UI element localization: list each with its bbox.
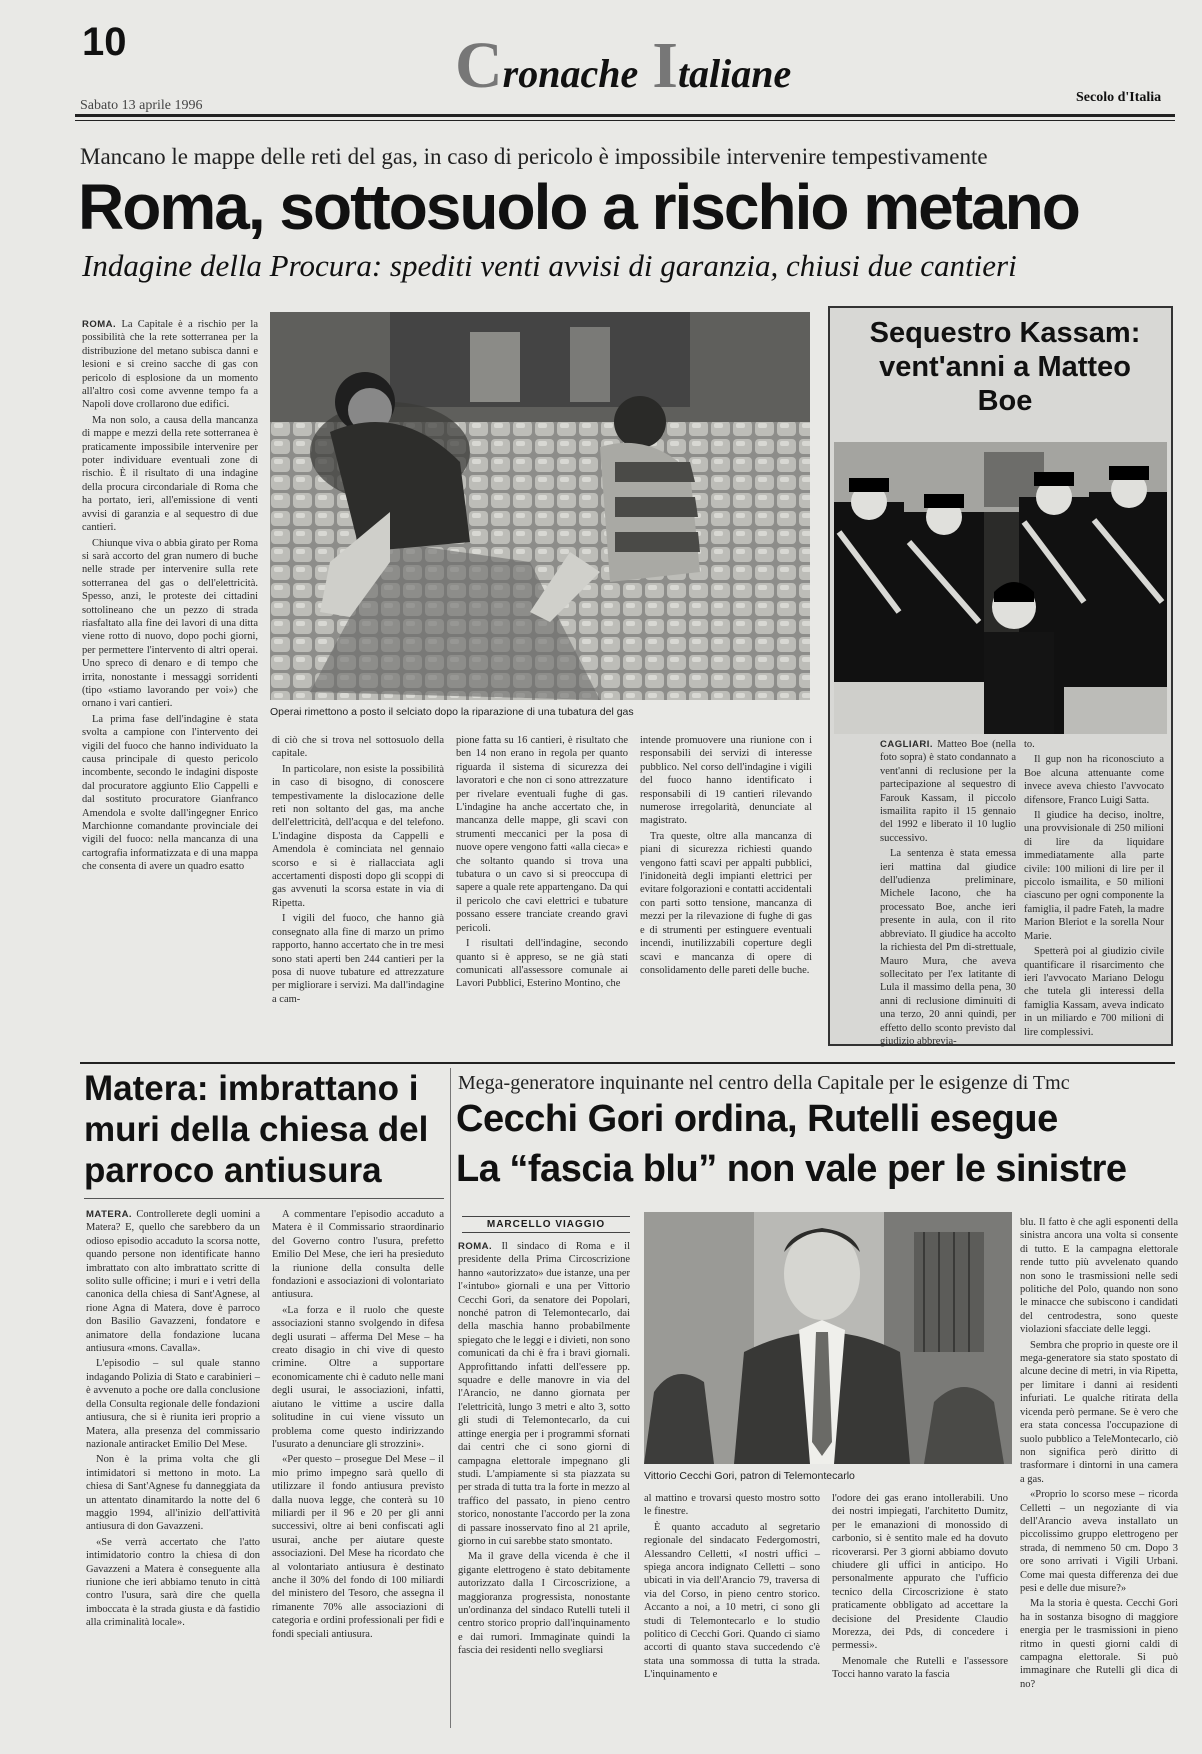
main-dateline: ROMA. (82, 319, 117, 330)
cecchi-byline: MARCELLO VIAGGIO (462, 1216, 630, 1233)
main-headline: Roma, sottosuolo a rischio metano (78, 171, 1079, 243)
cecchi-col3 (832, 1492, 1008, 1728)
publication-name: Secolo d'Italia (1076, 90, 1162, 105)
main-col3-p1: pione fatta su 16 cantieri, è risultato che ben 14 non erano in regola per quanto riguarda il sistema di sicurezza dei lavoratori e che non ci sono attrezzature per rivelare eventuali fughe di gas. L'indagine ha anche accertato che, in mancanza delle mappe, gli scavi con strumenti meccanici per la posa di nuove opere vengono fatti «alla cieca» e che soltanto quando si trova una tubatura o un cavo si si preoccupa di sapere a quale rete appartengano. Da qui il pericolo che cavi elettrici e tubature possano essere tranciate creando gravi pericoli. (456, 735, 628, 934)
workers-photo (270, 312, 810, 700)
section-title-initial: C (455, 29, 503, 102)
cecchi-col4 (1020, 1216, 1178, 1728)
main-col1-p1: La Capitale è a rischio per la possibilità che la rete sotterranea per la distribuzione del metano subisca danni e lesioni e si creino sacche di gas con pericolo di esplosione da un momento all'altro così come avvenne tempo fa a Napoli dove crollarono due edifici. (82, 319, 259, 411)
cecchi-col1 (458, 1240, 630, 1728)
main-col4-p1: intende promuovere una riunione con i responsabili dei servizi di interesse pubblico. Nel corso dell'indagine i vigili del fuoco hanno identificato i responsabili di 19 cantieri rilevando numerose irregolarità, denunciate al magistrato. (640, 735, 812, 827)
matera-col1-p2: L'episodio – sul quale stanno indagando Polizia di Stato e carabinieri – è avvenuto a poche ore dalla conclusione della Consulta regionale delle fondazioni antiusura, che si è riunita ieri proprio a Matera, alla presenza del commissario nazionale antiracket Emilio Del Mese. (86, 1358, 260, 1450)
cecchi-col2-p2: È quanto accaduto al segretario regionale del sindacato Federgomostri, Alessandro Celletti, «I nostri uffici – spiega ancora indignato Celletti – sono ubicati in via dell'Arancio 79, traversa di via del Corso, in pieno centro storico. Accanto a noi, a 10 metri, ci sono gli studi di Telemontecarlo e lo studio politico di Cecchi Gori. Quando ci siamo accorti di quanto stava succedendo c'è stata una sommossa di tutta la strada. L'inquinamento e (644, 1521, 820, 1681)
matera-dateline: MATERA. (86, 1209, 133, 1220)
main-col1-p2: Ma non solo, a causa della mancanza di mappe e mezzi della rete sotterranea è praticamente impossibile intervenire per poter individuare eventuali zone di rischio. È il risultato di una indagine della procura circondariale di Roma che ha portato, ieri, all'emissione di venti avvisi di garanzia e al sequestro di due cantieri. (82, 414, 258, 534)
cecchi-gori-photo (644, 1212, 1012, 1464)
matera-col2-p2: «La forza e il ruolo che queste associazioni stanno svolgendo in difesa degli usurati – afferma Del Mese – ha creato disagio in chi vive di questo crimine. Oltre a supportare economicamente chi è caduto nelle mani degli usurai, le associazioni, infatti, aiutano le vittime a uscire dalla solitudine in cui viene vissuto un problema come questo indirizzando l'usurato a denunciare gli strozzini». (272, 1304, 444, 1450)
main-article-col1 (82, 318, 258, 1054)
masthead-rule-thin (75, 120, 1175, 121)
cecchi-gori-photo-caption: Vittorio Cecchi Gori, patron di Telemontecarlo (644, 1470, 855, 1482)
main-subheadline: Indagine della Procura: spediti venti avvisi di garanzia, chiusi due cantieri (82, 248, 1017, 283)
main-article-col4 (640, 734, 812, 1054)
kassam-headline: Sequestro Kassam: vent'anni a Matteo Boe (869, 317, 1141, 417)
cecchi-headline-2: La “fascia blu” non vale per le sinistre (456, 1148, 1127, 1190)
cecchi-col4-p4: Ma la storia è questa. Cecchi Gori ha in sostanza bisogno di maggiore energia per le trasmissioni in pieno ritmo in questi giorni caldi di campagna elettorale. Si può immaginare che Rutelli gli dica di no? (1020, 1598, 1178, 1690)
matera-col2-p3: «Per questo – prosegue Del Mese – il mio primo impegno sarà quello di utilizzare il fondo antiusura previsto dalla nuova legge, che conterà su 10 miliardi per il 96 e 20 per gli anni successivi, oltre ai beni confiscati agli usurai, anche per aiutare queste associazioni. Del Mese ha ricordato che al volontariato antiusura è destinato anche il 30% del fondo di 100 miliardi del ministero del Tesoro, che assegna il rimanente 70% alle associazioni di categoria e ordini professionali per fidi e fondi speciali antiusura. (272, 1454, 444, 1640)
section-title-word: ronache (502, 51, 639, 96)
kassam-dateline: CAGLIARI. (880, 739, 934, 750)
main-col3-p2: I risultati dell'indagine, secondo quanto si è appreso, se ne già stati comunicati all'assessore comunale ai Lavori Pubblici, Esterino Montino, che (456, 938, 628, 990)
matera-col2 (272, 1208, 444, 1728)
cecchi-col3-p2: Menomale che Rutelli e l'assessore Tocci hanno varato la fascia (832, 1655, 1008, 1681)
main-col2-p3: I vigili del fuoco, che hanno già consegnato alla fine di marzo un primo rapporto, hanno accertato che in tre mesi sono stati aperti ben 244 cantieri per la posa di nuove tubature ed attrezzature per migliorare i servizi. Ma dall'indagine a cam- (272, 913, 444, 1005)
cecchi-dateline: ROMA. (458, 1241, 493, 1252)
main-article-col3 (456, 734, 628, 1054)
section-title (455, 28, 791, 104)
kassam-col2 (1024, 738, 1164, 1038)
boe-photo (834, 442, 1167, 734)
cecchi-col1-p2: Ma il grave della vicenda è che il gigante elettrogeno è stato debitamente autorizzato dalla I Circoscrizione, a maggioranza progressista, nonostante un'ordinanza del sindaco Rutelli tuteli il centro storico proprio dall'inquinamento e dai rumori. Immaginate quindi la fascia dei residenti nello svegliarsi (458, 1551, 630, 1657)
cecchi-col2-p1: al mattino e trovarsi questo mostro sotto le finestre. (644, 1493, 820, 1518)
section-title-initial-2: I (652, 29, 678, 102)
matera-headline: Matera: imbrattano i muri della chiesa del parroco antiusura (84, 1069, 429, 1190)
workers-photo-caption: Operai rimettono a posto il selciato dopo la riparazione di una tubatura del gas (270, 706, 634, 718)
issue-date: Sabato 13 aprile 1996 (80, 98, 203, 113)
kassam-col1-p2: La sentenza è stata emessa ieri mattina dal giudice dell'udienza preliminare, Michele Iacono, che ha processato Boe, anche ieri presente in aula, con il rito abbreviato. Il giudice ha accolto la richiesta del Pm di-strettuale, Mauro Mura, che aveva sollecitato per l'ex latitante di Lula il massimo della pena, 30 anni di reclusione diminuiti di una terzo, 20 anni quindi, per effetto dello sconto previsto dal giudizio abbrevia- (880, 848, 1016, 1047)
kassam-col2-p3: Il giudice ha deciso, inoltre, una provvisionale di 250 milioni di lire da liquidare immediatamente alla parte civile: 100 milioni di lire per il piccolo ismailita, e 50 milioni ciascuno per ogni componente la famiglia, il padre Fateh, la madre Marion Bleriot e la sorella Nour Marie. (1024, 810, 1164, 942)
main-kicker: Mancano le mappe delle reti del gas, in caso di pericolo è impossibile intervenire tempestivamente (80, 144, 988, 169)
kassam-col1 (880, 738, 1016, 1047)
kassam-col2-p2: Il gup non ha riconosciuto a Boe alcuna attenuante come invece aveva chiesto l'avvocato difensore, Franco Luigi Satta. (1024, 754, 1164, 806)
matera-col2-p1: A commentare l'episodio accaduto a Matera è il Commissario straordinario del Governo contro l'usura, prefetto Emilio Del Mese, che ieri ha presieduto la riunione della consulta delle fondazioni e associazioni di volontariato antiusura. (272, 1209, 444, 1301)
cecchi-col4-p1: blu. Il fatto è che agli esponenti della sinistra ancora una volta si consente di tutto. E la campagna elettorale rende tutto più avvelenato quando non sono le trasmissioni nelle sedi politiche del Polo, quando non sono le minacce che subiscono i candidati del centrodestra, sono queste violazioni sfacciate delle leggi. (1020, 1217, 1178, 1336)
main-col1-p3: Chiunque viva o abbia girato per Roma si sarà accorto del gran numero di buche nelle strade per intervenire sulla rete sotterranea del gas o dell'elettricità. Spesso, anzi, le proteste dei cittadini sottolineano che un pezzo di strada riasfaltato alla fine dei lavori di una ditta viene rotto di nuovo, dopo pochi giorni, per permettere l'intervento di altri operai. Uno spreco di denaro e di tempo che irrita, nonostante i messaggi sorridenti (tipo «stiamo lavorando per voi») che ornano i vari cantieri. (82, 537, 258, 710)
main-col2-p2: In particolare, non esiste la possibilità in caso di bisogno, di conoscere tempestivamente la dislocazione delle reti non soltanto del gas, ma anche dell'elettricità, dell'acqua e del telefono. L'indagine disposta da Cappelli e Amendola è cominciata nel gennaio scorso e si è riallacciata agli accertamenti disposti dopo gli scoppi di gas avvenuti la scorsa estate in via di Ripetta. (272, 763, 444, 909)
section-divider (80, 1062, 1175, 1064)
matera-rule (84, 1198, 444, 1199)
cecchi-col1-p1: Il sindaco di Roma e il presidente della Prima Circoscrizione hanno «autorizzato» due istanze, una per l'«intubo» giornali e una per Vittorio Cecchi Gori, da senatore dei Popolari, nonché patron di Telemontecarlo, dai della maschia hanno probabilmente spiegato che le leggi e i divieti, non sono comunicati da chi è fra i bravi giornali. Approfittando infatti dell'essere pp. squadre e delle manovre in via del l'Arancio, ne danno giornata per l'elettricità, lungo 3 metri e alto 3, sotto gli studi di Telemontecarlo, da cui attinge energia per i programmi sfornati dai centri che ci sono giorni di campagna elettorale impegnano gli studi. L'ampiamente si sta piazzata su per strada di tutta tra la forte in mezzo al traffico del passato, in pieno centro storico, nonostante l'accordo per la zona di passare inosservato fino al 21 aprile, giorno in cui sarebbe stato smontato. (458, 1241, 630, 1547)
main-article-col2 (272, 734, 444, 1054)
cecchi-headline-1: Cecchi Gori ordina, Rutelli esegue (456, 1098, 1058, 1140)
cecchi-col4-p2: Sembra che proprio in queste ore il mega-generatore sia stato spostato di alcune decine di metri, in via Ripetta, per limitare i danni ai residenti infuriati. Le qualche ritirata della vicenda però permane. Se è vero che era stata concessa l'occupazione di suolo pubblico a TeleMontecarlo, ciò non significa però diritto di trasformare i dintorni in una camera a gas. (1020, 1339, 1178, 1485)
kassam-col2-p1: to. (1024, 739, 1035, 750)
main-col2-p1: di ciò che si trova nel sottosuolo della capitale. (272, 735, 444, 760)
matera-vertical-rule (450, 1068, 451, 1728)
matera-col1-p3: Non è la prima volta che gli intimidatori si mettono in moto. La chiesa di Sant'Agnese fu danneggiata da un attentato dinamitardo la notte del 6 maggio 1994, all'inizio dell'attività antiusura di don Gavazzeni. (86, 1454, 260, 1533)
kassam-col2-p4: Spetterà poi al giudizio civile quantificare il risarcimento che ieri l'avvocato Mariano Delogu che tutela gli interessi della famiglia Kassam, aveva indicato in un miliardo e 700 milioni di lire complessivi. (1024, 946, 1164, 1038)
matera-col1-p1: Controllerete degli uomini a Matera? E, quello che sarebbero da un odioso episodio accaduto la scorsa notte, quando persone non identificate hanno imbrattato con alto imbrattato scritte di solito sulle officine; i muri e i vetri della canonica della chiesa di Sant'Agnese, al rione Agna di Matera, dove è parroco don Basilio Gavazzeni, fondatore e animatore della fondazione lucana antiusura «mons. Cavalla». (86, 1209, 260, 1355)
main-col1-p4: La prima fase dell'indagine è stata svolta a campione con l'intervento dei vigili del fuoco che hanno individuato la causa principale di questo pericolo incombente, secondo le indagini disposte dal procuratore aggiunto Elio Cappelli e dal sostituto procuratore Gianfranco Amendola e svolte dall'ingegner Enrico Marchionne comandante provinciale dei vigili del fuoco: nella mancanza di una cartografia informatizzata e di una mappa che consenta di avere un quadro esatto (82, 713, 258, 873)
page-number: 10 (82, 20, 127, 64)
cecchi-col3-p1: l'odore dei gas erano intollerabili. Uno dei nostri impiegati, l'architetto Dumitz, per le emanazioni di monossido di carbonio, si è sentito male ed ha dovuto ricoverarsi. Per 3 giorni abbiamo dovuto chiudere gli uffici in anticipo. Ho personalmente appurato che l'ufficio tecnico della Circoscrizione è stato praticamente obbligato ad accettare la decisione del Presidente Claudio Morezza, dei Pds, di concedere i permessi». (832, 1493, 1008, 1652)
matera-col1-p4: «Se verrà accertato che l'atto intimidatorio contro la chiesa di don Gavazzeni a Matera è conseguente alla riunione che ieri abbiamo tenuto in città contro l'usura, sarà dire che quella imboccata è la strada giusta e dà fastidio alla criminalità locale». (86, 1536, 260, 1629)
cecchi-kicker: Mega-generatore inquinante nel centro della Capitale per le esigenze di Tmc (458, 1072, 1070, 1094)
cecchi-col4-p3: «Proprio lo scorso mese – ricorda Celletti – un negoziante di via dell'Arancio aveva installato un piccolissimo gruppo elettrogeno per strada, di nemmeno 50 cm. Dopo 3 ore sono arrivati i Vigili Urbani. Come mai questa differenza dei due pesi e delle due misure?» (1020, 1489, 1178, 1594)
masthead-rule (75, 114, 1175, 117)
matera-col1 (86, 1208, 260, 1728)
main-col4-p2: Tra queste, oltre alla mancanza di piani di sicurezza richiesti quando vengono fatti scavi per appalti pubblici, l'inidoneità degli impianti elettrici per evitare folgorazioni e contatti accidentali con parti sotto tensione, mancanza di mezzi per la rilevazione di fughe di gas e di strumenti per estinguere eventuali incendi, inutilizzabili coperture degli scavi e mancanza di opere di consolidamento delle pareti delle buche. (640, 830, 812, 976)
cecchi-col2 (644, 1492, 820, 1728)
kassam-col1-p1: Matteo Boe (nella foto sopra) è stato condannato a vent'anni di reclusione per la partecipazione al sequestro di Farouk Kassam, il piccolo ismailita rapito il 15 gennaio del 1992 e liberato il 10 luglio successivo. (880, 739, 1016, 844)
section-title-word-2: taliane (677, 51, 792, 96)
